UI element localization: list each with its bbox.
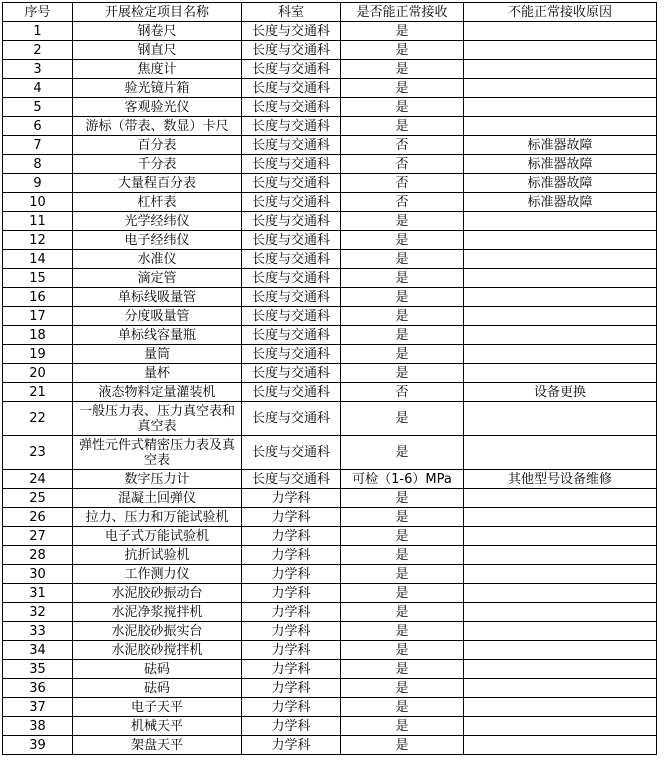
table-row xyxy=(3,307,657,326)
receivable-status-cell: 是 xyxy=(341,326,464,345)
department-cell: 力学科 xyxy=(242,565,341,584)
row-number-cell: 9 xyxy=(3,174,73,193)
row-number-cell: 3 xyxy=(3,60,73,79)
table-row xyxy=(3,489,657,508)
table-row xyxy=(3,660,657,679)
header-receivable: 是否能正常接收 xyxy=(341,3,464,22)
table-row xyxy=(3,79,657,98)
department-cell: 长度与交通科 xyxy=(242,98,341,117)
receivable-status-cell: 否 xyxy=(341,193,464,212)
receivable-status-cell: 是 xyxy=(341,565,464,584)
reason-cell xyxy=(464,603,657,622)
item-name-cell: 千分表 xyxy=(73,155,242,174)
table-row xyxy=(3,546,657,565)
reason-cell: 标准器故障 xyxy=(464,193,657,212)
item-name-cell: 弹性元件式精密压力表及真空表 xyxy=(73,436,242,470)
table-row xyxy=(3,136,657,155)
reason-cell xyxy=(464,41,657,60)
row-number-cell: 12 xyxy=(3,231,73,250)
receivable-status-cell: 是 xyxy=(341,288,464,307)
row-number-cell: 26 xyxy=(3,508,73,527)
table-row xyxy=(3,383,657,402)
reason-cell xyxy=(464,527,657,546)
reason-cell xyxy=(464,212,657,231)
item-name-cell: 客观验光仪 xyxy=(73,98,242,117)
table-row xyxy=(3,250,657,269)
department-cell: 长度与交通科 xyxy=(242,22,341,41)
row-number-cell: 31 xyxy=(3,584,73,603)
department-cell: 长度与交通科 xyxy=(242,60,341,79)
row-number-cell: 5 xyxy=(3,98,73,117)
item-name-cell: 抗折试验机 xyxy=(73,546,242,565)
reason-cell xyxy=(464,736,657,755)
department-cell: 长度与交通科 xyxy=(242,136,341,155)
item-name-cell: 滴定管 xyxy=(73,269,242,288)
table-row xyxy=(3,508,657,527)
item-name-cell: 混凝土回弹仪 xyxy=(73,489,242,508)
department-cell: 力学科 xyxy=(242,717,341,736)
department-cell: 力学科 xyxy=(242,736,341,755)
table-row xyxy=(3,326,657,345)
reason-cell xyxy=(464,98,657,117)
department-cell: 长度与交通科 xyxy=(242,288,341,307)
item-name-cell: 电子式万能试验机 xyxy=(73,527,242,546)
table-row xyxy=(3,470,657,489)
row-number-cell: 2 xyxy=(3,41,73,60)
item-name-cell: 拉力、压力和万能试验机 xyxy=(73,508,242,527)
table-row xyxy=(3,98,657,117)
table-row xyxy=(3,364,657,383)
row-number-cell: 15 xyxy=(3,269,73,288)
item-name-cell: 钢直尺 xyxy=(73,41,242,60)
item-name-cell: 水泥胶砂振实台 xyxy=(73,622,242,641)
reason-cell xyxy=(464,79,657,98)
item-name-cell: 水泥净浆搅拌机 xyxy=(73,603,242,622)
row-number-cell: 38 xyxy=(3,717,73,736)
department-cell: 长度与交通科 xyxy=(242,193,341,212)
header-item-name: 开展检定项目名称 xyxy=(73,3,242,22)
header-row xyxy=(3,3,657,22)
department-cell: 力学科 xyxy=(242,679,341,698)
item-name-cell: 验光镜片箱 xyxy=(73,79,242,98)
table-row xyxy=(3,603,657,622)
table-row xyxy=(3,622,657,641)
receivable-status-cell: 是 xyxy=(341,489,464,508)
row-number-cell: 39 xyxy=(3,736,73,755)
table-row xyxy=(3,193,657,212)
receivable-status-cell: 是 xyxy=(341,641,464,660)
table-row xyxy=(3,155,657,174)
row-number-cell: 28 xyxy=(3,546,73,565)
receivable-status-cell: 是 xyxy=(341,307,464,326)
item-name-cell: 焦度计 xyxy=(73,60,242,79)
table-body xyxy=(3,22,657,755)
item-name-cell: 光学经纬仪 xyxy=(73,212,242,231)
reason-cell xyxy=(464,250,657,269)
item-name-cell: 量筒 xyxy=(73,345,242,364)
reason-cell xyxy=(464,622,657,641)
reason-cell xyxy=(464,565,657,584)
item-name-cell: 一般压力表、压力真空表和真空表 xyxy=(73,402,242,436)
item-name-cell: 游标（带表、数显）卡尺 xyxy=(73,117,242,136)
reason-cell: 标准器故障 xyxy=(464,155,657,174)
department-cell: 长度与交通科 xyxy=(242,383,341,402)
receivable-status-cell: 是 xyxy=(341,679,464,698)
receivable-status-cell: 否 xyxy=(341,174,464,193)
row-number-cell: 20 xyxy=(3,364,73,383)
department-cell: 长度与交通科 xyxy=(242,41,341,60)
row-number-cell: 27 xyxy=(3,527,73,546)
table-row xyxy=(3,288,657,307)
row-number-cell: 33 xyxy=(3,622,73,641)
department-cell: 力学科 xyxy=(242,527,341,546)
reason-cell xyxy=(464,60,657,79)
receivable-status-cell: 是 xyxy=(341,364,464,383)
row-number-cell: 34 xyxy=(3,641,73,660)
reason-cell xyxy=(464,584,657,603)
calibration-items-table xyxy=(2,2,657,755)
row-number-cell: 23 xyxy=(3,436,73,470)
receivable-status-cell: 是 xyxy=(341,98,464,117)
item-name-cell: 水泥胶砂振动台 xyxy=(73,584,242,603)
table-row xyxy=(3,402,657,436)
department-cell: 力学科 xyxy=(242,660,341,679)
table-row xyxy=(3,22,657,41)
department-cell: 力学科 xyxy=(242,584,341,603)
receivable-status-cell: 是 xyxy=(341,269,464,288)
row-number-cell: 32 xyxy=(3,603,73,622)
item-name-cell: 电子天平 xyxy=(73,698,242,717)
receivable-status-cell: 是 xyxy=(341,546,464,565)
receivable-status-cell: 是 xyxy=(341,603,464,622)
department-cell: 长度与交通科 xyxy=(242,117,341,136)
row-number-cell: 24 xyxy=(3,470,73,489)
item-name-cell: 单标线吸量管 xyxy=(73,288,242,307)
table-row xyxy=(3,212,657,231)
row-number-cell: 14 xyxy=(3,250,73,269)
table-row xyxy=(3,117,657,136)
header-department: 科室 xyxy=(242,3,341,22)
department-cell: 长度与交通科 xyxy=(242,402,341,436)
receivable-status-cell: 是 xyxy=(341,436,464,470)
row-number-cell: 8 xyxy=(3,155,73,174)
receivable-status-cell: 是 xyxy=(341,79,464,98)
table-row xyxy=(3,41,657,60)
row-number-cell: 10 xyxy=(3,193,73,212)
receivable-status-cell: 是 xyxy=(341,717,464,736)
row-number-cell: 35 xyxy=(3,660,73,679)
reason-cell xyxy=(464,269,657,288)
reason-cell xyxy=(464,117,657,136)
department-cell: 力学科 xyxy=(242,508,341,527)
reason-cell xyxy=(464,660,657,679)
item-name-cell: 液态物料定量灌装机 xyxy=(73,383,242,402)
department-cell: 力学科 xyxy=(242,489,341,508)
item-name-cell: 杠杆表 xyxy=(73,193,242,212)
reason-cell xyxy=(464,345,657,364)
reason-cell xyxy=(464,326,657,345)
department-cell: 力学科 xyxy=(242,698,341,717)
table-row xyxy=(3,436,657,470)
row-number-cell: 18 xyxy=(3,326,73,345)
item-name-cell: 单标线容量瓶 xyxy=(73,326,242,345)
table-row xyxy=(3,231,657,250)
row-number-cell: 37 xyxy=(3,698,73,717)
receivable-status-cell: 是 xyxy=(341,231,464,250)
receivable-status-cell: 是 xyxy=(341,402,464,436)
item-name-cell: 数字压力计 xyxy=(73,470,242,489)
department-cell: 长度与交通科 xyxy=(242,345,341,364)
department-cell: 长度与交通科 xyxy=(242,269,341,288)
department-cell: 长度与交通科 xyxy=(242,155,341,174)
item-name-cell: 分度吸量管 xyxy=(73,307,242,326)
item-name-cell: 百分表 xyxy=(73,136,242,155)
receivable-status-cell: 是 xyxy=(341,250,464,269)
item-name-cell: 量杯 xyxy=(73,364,242,383)
row-number-cell: 16 xyxy=(3,288,73,307)
department-cell: 长度与交通科 xyxy=(242,174,341,193)
receivable-status-cell: 是 xyxy=(341,736,464,755)
item-name-cell: 大量程百分表 xyxy=(73,174,242,193)
table-row xyxy=(3,679,657,698)
item-name-cell: 钢卷尺 xyxy=(73,22,242,41)
row-number-cell: 6 xyxy=(3,117,73,136)
receivable-status-cell: 是 xyxy=(341,660,464,679)
table-row xyxy=(3,584,657,603)
department-cell: 力学科 xyxy=(242,546,341,565)
table-row xyxy=(3,736,657,755)
item-name-cell: 工作测力仪 xyxy=(73,565,242,584)
department-cell: 长度与交通科 xyxy=(242,364,341,383)
reason-cell xyxy=(464,489,657,508)
row-number-cell: 19 xyxy=(3,345,73,364)
table-row xyxy=(3,527,657,546)
department-cell: 力学科 xyxy=(242,641,341,660)
receivable-status-cell: 是 xyxy=(341,527,464,546)
receivable-status-cell: 否 xyxy=(341,136,464,155)
department-cell: 长度与交通科 xyxy=(242,470,341,489)
table-row xyxy=(3,269,657,288)
row-number-cell: 1 xyxy=(3,22,73,41)
reason-cell xyxy=(464,546,657,565)
row-number-cell: 4 xyxy=(3,79,73,98)
item-name-cell: 砝码 xyxy=(73,679,242,698)
reason-cell: 标准器故障 xyxy=(464,136,657,155)
reason-cell xyxy=(464,436,657,470)
row-number-cell: 17 xyxy=(3,307,73,326)
row-number-cell: 21 xyxy=(3,383,73,402)
reason-cell xyxy=(464,364,657,383)
department-cell: 长度与交通科 xyxy=(242,326,341,345)
receivable-status-cell: 是 xyxy=(341,60,464,79)
receivable-status-cell: 否 xyxy=(341,383,464,402)
item-name-cell: 电子经纬仪 xyxy=(73,231,242,250)
row-number-cell: 30 xyxy=(3,565,73,584)
table-row xyxy=(3,717,657,736)
reason-cell xyxy=(464,22,657,41)
receivable-status-cell: 否 xyxy=(341,155,464,174)
reason-cell xyxy=(464,402,657,436)
department-cell: 长度与交通科 xyxy=(242,231,341,250)
row-number-cell: 22 xyxy=(3,402,73,436)
reason-cell xyxy=(464,231,657,250)
receivable-status-cell: 是 xyxy=(341,117,464,136)
department-cell: 长度与交通科 xyxy=(242,212,341,231)
table-row xyxy=(3,698,657,717)
department-cell: 长度与交通科 xyxy=(242,307,341,326)
item-name-cell: 砝码 xyxy=(73,660,242,679)
reason-cell: 标准器故障 xyxy=(464,174,657,193)
row-number-cell: 7 xyxy=(3,136,73,155)
reason-cell xyxy=(464,717,657,736)
reason-cell xyxy=(464,508,657,527)
table-row xyxy=(3,174,657,193)
item-name-cell: 架盘天平 xyxy=(73,736,242,755)
department-cell: 力学科 xyxy=(242,622,341,641)
receivable-status-cell: 是 xyxy=(341,584,464,603)
table-row xyxy=(3,345,657,364)
department-cell: 长度与交通科 xyxy=(242,250,341,269)
reason-cell: 设备更换 xyxy=(464,383,657,402)
item-name-cell: 水泥胶砂搅拌机 xyxy=(73,641,242,660)
reason-cell xyxy=(464,307,657,326)
receivable-status-cell: 是 xyxy=(341,508,464,527)
table-row xyxy=(3,641,657,660)
row-number-cell: 11 xyxy=(3,212,73,231)
item-name-cell: 机械天平 xyxy=(73,717,242,736)
header-no: 序号 xyxy=(3,3,73,22)
department-cell: 力学科 xyxy=(242,603,341,622)
item-name-cell: 水准仪 xyxy=(73,250,242,269)
reason-cell xyxy=(464,679,657,698)
receivable-status-cell: 可检（1-6）MPa xyxy=(341,470,464,489)
receivable-status-cell: 是 xyxy=(341,698,464,717)
reason-cell xyxy=(464,288,657,307)
receivable-status-cell: 是 xyxy=(341,622,464,641)
receivable-status-cell: 是 xyxy=(341,345,464,364)
row-number-cell: 36 xyxy=(3,679,73,698)
receivable-status-cell: 是 xyxy=(341,41,464,60)
department-cell: 长度与交通科 xyxy=(242,79,341,98)
reason-cell xyxy=(464,641,657,660)
row-number-cell: 25 xyxy=(3,489,73,508)
receivable-status-cell: 是 xyxy=(341,212,464,231)
table-row xyxy=(3,565,657,584)
reason-cell xyxy=(464,698,657,717)
table-row xyxy=(3,60,657,79)
department-cell: 长度与交通科 xyxy=(242,436,341,470)
receivable-status-cell: 是 xyxy=(341,22,464,41)
reason-cell: 其他型号设备维修 xyxy=(464,470,657,489)
header-reason: 不能正常接收原因 xyxy=(464,3,657,22)
